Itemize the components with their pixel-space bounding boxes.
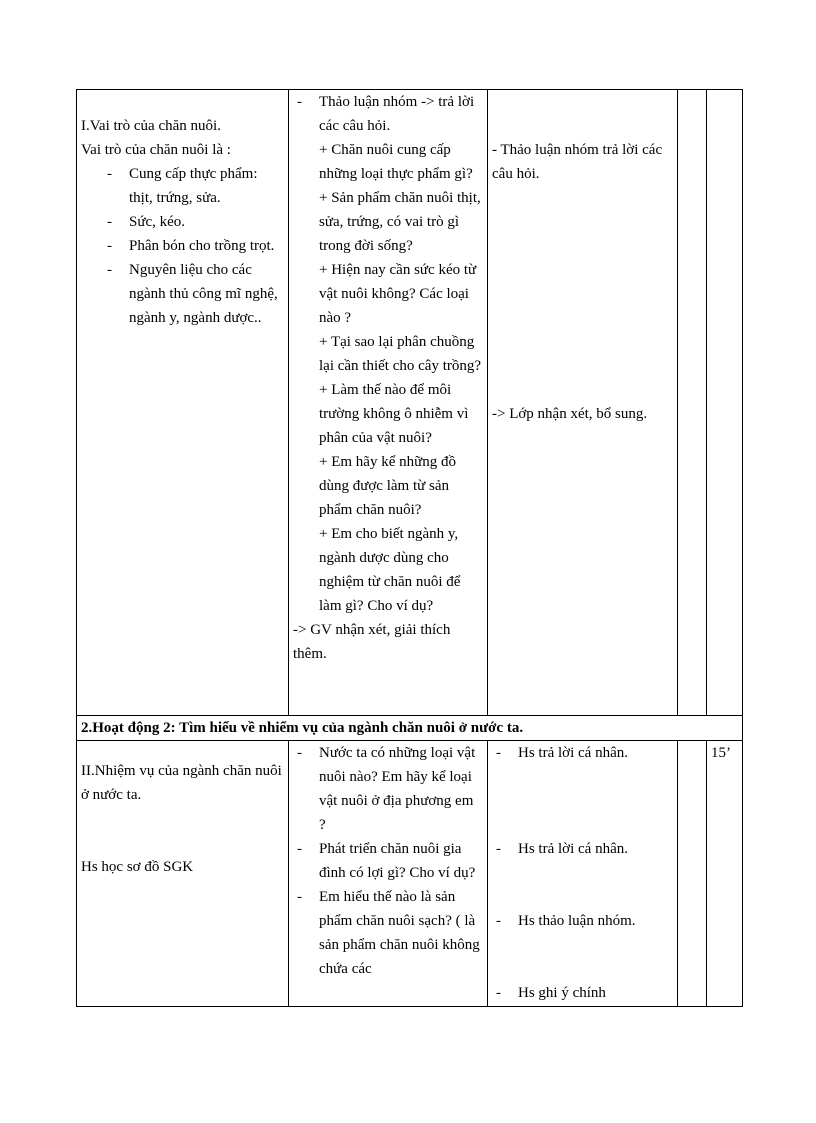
list-item: - Phân bón cho trồng trọt. bbox=[107, 238, 275, 254]
empty-cell bbox=[678, 741, 707, 1007]
list-item: - Sức, kéo. bbox=[107, 214, 186, 230]
lesson-plan-table bbox=[76, 89, 743, 1007]
student-activity-cell bbox=[488, 741, 678, 1007]
student-response: - Thảo luận nhóm trả lời các câu hỏi. bbox=[492, 142, 663, 182]
list-item: - Hs ghi ý chính bbox=[496, 985, 606, 1001]
intro-text: Vai trò của chăn nuôi là : bbox=[81, 142, 231, 158]
time-cell: 15’ bbox=[707, 741, 743, 1007]
content-cell bbox=[77, 90, 289, 716]
section-title: II.Nhiệm vụ của ngành chăn nuôi ở nước ta. bbox=[81, 763, 282, 803]
table-row bbox=[77, 741, 743, 1007]
content-cell bbox=[77, 741, 289, 1007]
question: + Chăn nuôi cung cấp những loại thực phẩm gì? bbox=[319, 142, 473, 182]
student-response: -> Lớp nhận xét, bổ sung. bbox=[492, 406, 648, 422]
teacher-activity-cell bbox=[289, 90, 488, 716]
question: + Tại sao lại phân chuồng lại cần thiết cho cây trồng? bbox=[319, 334, 482, 374]
list-item: - Phát triển chăn nuôi gia đình có lợi gì? Cho ví dụ? bbox=[297, 841, 476, 881]
table-row bbox=[77, 716, 743, 741]
question: + Sản phẩm chăn nuôi thịt, sửa, trứng, có vai trò gì trong đời sống? bbox=[319, 190, 481, 254]
question: + Em cho biết ngành y, ngành dược dùng cho nghiệm từ chăn nuôi để làm gì? Cho ví dụ? bbox=[319, 526, 461, 614]
list-item: - Cung cấp thực phẩm: thịt, trứng, sửa. bbox=[107, 166, 258, 206]
list-item: - Thảo luận nhóm -> trả lời các câu hỏi. bbox=[297, 94, 475, 134]
list-item: - Hs thảo luận nhóm. bbox=[496, 913, 636, 929]
question: + Làm thế nào để môi trường không ô nhiễm vì phân của vật nuôi? bbox=[319, 382, 469, 446]
question: + Em hãy kể những đồ dùng được làm từ sản phẩm chăn nuôi? bbox=[319, 454, 456, 518]
list-item: - Hs trả lời cá nhân. bbox=[496, 841, 628, 857]
closing-note: -> GV nhận xét, giải thích thêm. bbox=[293, 622, 451, 662]
empty-cell bbox=[707, 90, 743, 716]
teacher-activity-cell bbox=[289, 741, 488, 1007]
list-item: - Nguyên liệu cho các ngành thủ công mĩ nghệ, ngành y, ngành dược.. bbox=[107, 262, 278, 326]
question: + Hiện nay cần sức kéo từ vật nuôi không? Các loại nào ? bbox=[319, 262, 477, 326]
list-item: - Hs trả lời cá nhân. bbox=[496, 745, 628, 761]
list-item: - Nước ta có những loại vật nuôi nào? Em hãy kể loại vật nuôi ở địa phương em ? bbox=[297, 745, 476, 833]
table-row bbox=[77, 90, 743, 716]
section-title: I.Vai trò của chăn nuôi. bbox=[81, 118, 221, 134]
list-item: - Em hiểu thế nào là sản phẩm chăn nuôi sạch? ( là sản phẩm chăn nuôi không chứa các bbox=[297, 889, 480, 977]
activity-header: 2.Hoạt động 2: Tìm hiểu về nhiểm vụ của ngành chăn nuôi ở nước ta. bbox=[77, 716, 743, 741]
student-activity-cell bbox=[488, 90, 678, 716]
empty-cell bbox=[678, 90, 707, 716]
note-text: Hs học sơ đồ SGK bbox=[81, 859, 194, 875]
